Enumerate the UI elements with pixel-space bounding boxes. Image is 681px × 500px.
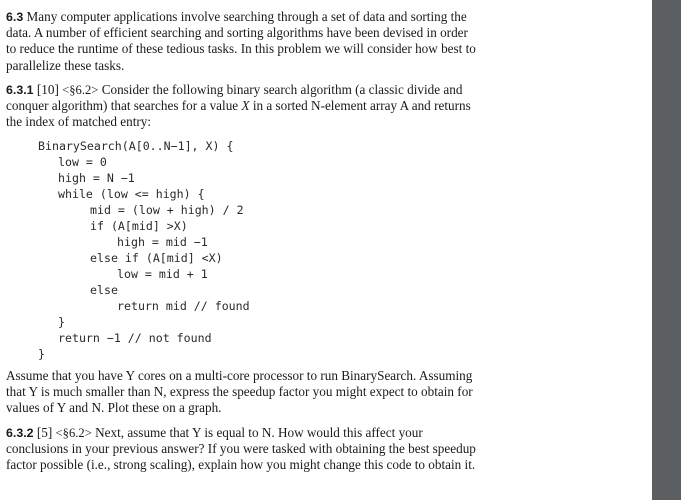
exercise-text: Next, assume that Y is equal to N. How would this affect your conclusions in your previous answer? If you were tasked with obtaining the best speedup factor possible (i.e., strong scaling), explain how you might change this code to obtain it. <box>6 425 476 473</box>
code-line: high = N −1 <box>58 171 135 185</box>
exercise-6-3-1-question <box>6 368 476 417</box>
code-line: } <box>58 315 65 329</box>
exercise-text: Consider the following binary search algorithm (a classic divide and conquer algorithm) that searches for a value <box>6 82 463 114</box>
code-line: BinarySearch(A[0..N−1], X) { <box>38 139 234 153</box>
section-reference: <§6.2> <box>55 426 92 440</box>
exercise-points: [5] <box>36 425 53 440</box>
problem-6-3-intro <box>6 9 476 74</box>
question-text: Assume that you have Y cores on a multi-core processor to run BinarySearch. Assuming that Y is much smaller than N, express the speedup factor you might expect to obtain for values of Y and N. Plot these on a graph. <box>6 368 473 416</box>
exercise-text-cont: in a sorted N-element array A and returns the index of matched entry: <box>6 98 471 130</box>
exercise-number: 6.3.2 <box>6 426 34 440</box>
code-line: } <box>38 347 45 361</box>
code-line: mid = (low + high) / 2 <box>90 203 244 217</box>
exercise-6-3-2 <box>6 425 476 474</box>
code-line: else <box>90 283 118 297</box>
exercise-points: [10] <box>36 82 59 97</box>
code-line: if (A[mid] >X) <box>90 219 188 233</box>
code-line: high = mid −1 <box>117 235 208 249</box>
code-line: else if (A[mid] <X) <box>90 251 223 265</box>
exercise-6-3-1 <box>6 82 476 131</box>
code-line: low = 0 <box>58 155 107 169</box>
viewer-side-panel <box>652 0 681 500</box>
problem-text: Many computer applications involve searching through a set of data and sorting the data. A number of efficient searching and sorting algorithms have been devised in order to reduce the runtime of these tedious tasks. In this problem we will consider how best to parallelize these tasks. <box>6 9 476 73</box>
code-line: return −1 // not found <box>58 331 212 345</box>
variable-x: X <box>241 98 250 114</box>
code-line: return mid // found <box>117 299 250 313</box>
code-line: low = mid + 1 <box>117 267 208 281</box>
exercise-number: 6.3.1 <box>6 83 34 97</box>
section-reference: <§6.2> <box>62 83 99 97</box>
code-line: while (low <= high) { <box>58 187 205 201</box>
problem-number: 6.3 <box>6 10 24 24</box>
